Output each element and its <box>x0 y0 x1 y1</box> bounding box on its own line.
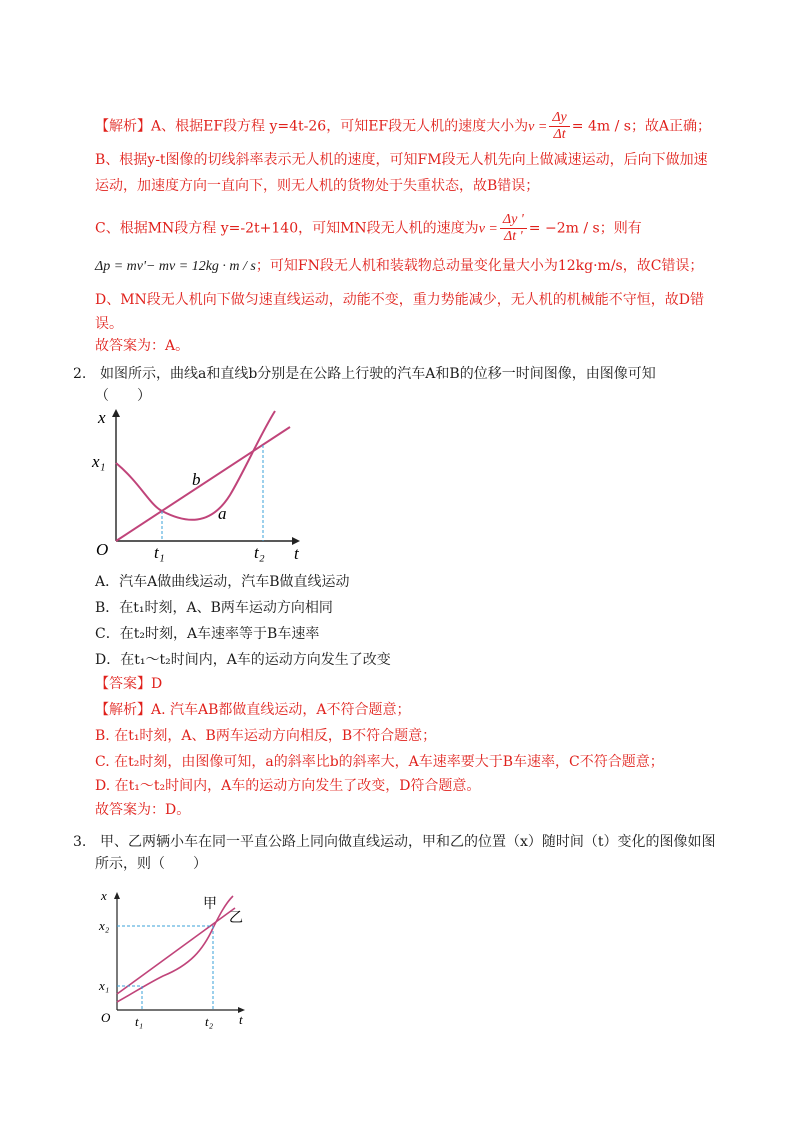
q1-solution-d2: 误。 <box>95 316 123 332</box>
q3-origin: O <box>101 1010 111 1025</box>
q2-graph <box>90 405 310 565</box>
q2-solution-a: 【解析】A. 汽车AB都做直线运动，A不符合题意； <box>95 702 411 718</box>
q2-a-label: a <box>218 504 227 523</box>
q3-graph <box>95 880 265 1030</box>
q2-final-answer: 故答案为：D。 <box>95 802 191 818</box>
q3-yi-label: 乙 <box>229 911 243 926</box>
q2-number: 2. <box>73 366 87 382</box>
q2-y-arrow <box>112 409 120 417</box>
q2-line-b <box>116 427 290 541</box>
q2-answer: 【答案】D <box>95 676 163 692</box>
q2-option-b: B．在t₁时刻，A、B两车运动方向相同 <box>95 600 333 616</box>
q3-t-label: t <box>239 1012 243 1027</box>
q1-solution-b1: B、根据y-t图像的切线斜率表示无人机的速度，可知FM段无人机先向上做减速运动，后向下做加速 <box>95 152 708 168</box>
q3-y-label: x <box>101 888 107 903</box>
q3-x1-label: x₁ <box>99 978 110 993</box>
q2-t1-label: t₁ <box>154 543 165 562</box>
q1-solution-b2: 运动，加速度方向一直向下，则无人机的货物处于失重状态，故B错误； <box>95 178 540 194</box>
q2-solution-d: D. 在t₁～t₂时间内，A车的运动方向发生了改变，D符合题意。 <box>95 778 481 794</box>
q2-option-a: A．汽车A做曲线运动，汽车B做直线运动 <box>95 574 350 590</box>
q2-y-label: x <box>98 408 106 427</box>
fraction-dy-dt-prime: $\frac{\Delta y '}{\Delta t '}$ <box>500 212 527 245</box>
q2-solution-c: C. 在t₂时刻，由图像可知，a的斜率比b的斜率大，A车速率要大于B车速率，C不符合题意； <box>95 754 664 770</box>
q2-b-label: b <box>192 470 201 489</box>
q3-t2-label: t₂ <box>205 1014 214 1029</box>
q2-option-c: C．在t₂时刻，A车速率等于B车速率 <box>95 626 320 642</box>
q2-x1-label: x₁ <box>92 452 106 471</box>
q2-solution-b: B. 在t₁时刻，A、B两车运动方向相反，B不符合题意； <box>95 728 437 744</box>
q3-y-arrow <box>114 892 120 899</box>
q1-solution-d1: D、MN段无人机向下做匀速直线运动，动能不变，重力势能减少，无人机的机械能不守恒，故D错 <box>95 292 705 308</box>
q2-origin: O <box>96 540 109 559</box>
q2-option-d: D．在t₁～t₂时间内，A车的运动方向发生了改变 <box>95 652 391 668</box>
q3-number: 3. <box>73 834 87 850</box>
q2-curve-a <box>116 411 275 520</box>
q1-solution-c: C、根据MN段方程 y=-2t+140，可知MN段无人机的速度为v = $\frac{\Delta y '}{\Delta t '}$ = −2m / s；则有 <box>95 212 642 244</box>
q1-solution-p: Δp = mv'− mv = 12kg · m / s；可知FN段无人机和装载物总动量变化量大小为12kg·m/s，故C错误； <box>95 258 704 274</box>
q2-stem: 如图所示，曲线a和直线b分别是在公路上行驶的汽车A和B的位移一时间图像，由图像可知 <box>100 366 656 382</box>
q3-t1-label: t₁ <box>135 1014 144 1029</box>
q3-x2-label: x₂ <box>99 918 110 933</box>
q3-stem-1: 甲、乙两辆小车在同一平直公路上同向做直线运动，甲和乙的位置（x）随时间（t）变化的图像如图 <box>100 834 716 850</box>
q3-jia-label: 甲 <box>203 897 217 912</box>
q2-paren: （ ） <box>95 388 151 404</box>
q2-t2-label: t₂ <box>254 543 265 562</box>
q2-t-label: t <box>294 544 299 563</box>
q1-solution-a: 【解析】A、根据EF段方程 y=4t-26，可知EF段无人机的速度大小为v = $\frac{\Delta y}{\Delta t}$ = 4m / s；故A正确； <box>95 110 712 142</box>
q1-final-answer: 故答案为：A。 <box>95 338 190 354</box>
q3-stem-2: 所示，则（ ） <box>95 856 207 872</box>
fraction-dy-dt: $\frac{\Delta y}{\Delta t}$ <box>549 110 569 143</box>
